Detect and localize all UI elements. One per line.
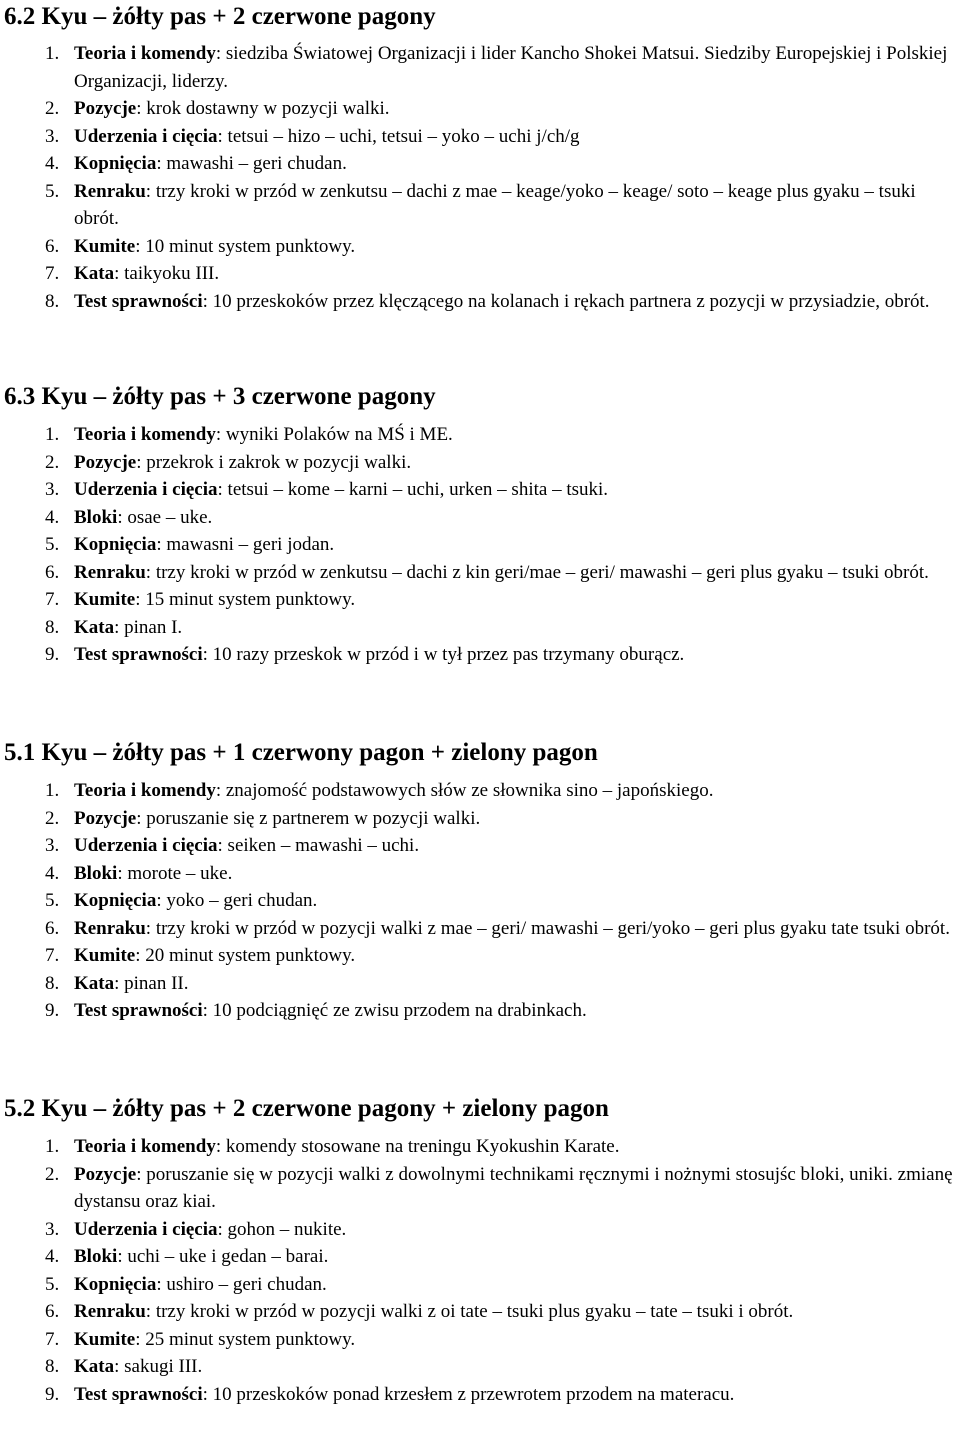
list-item	[4, 449, 956, 477]
item-number: 1.	[45, 424, 60, 445]
item-term: Test sprawności	[74, 290, 203, 312]
list-item	[4, 178, 956, 233]
item-term: Teoria i komendy	[74, 424, 216, 445]
item-text: : yoko – geri chudan.	[156, 890, 318, 911]
list-item	[4, 559, 956, 587]
item-text: : krok dostawny w pozycji walki.	[136, 98, 390, 119]
item-term: Teoria i komendy	[74, 43, 216, 64]
list-item	[4, 997, 956, 1025]
item-term: Pozycje	[74, 451, 137, 473]
item-text: : uchi – uke i gedan – barai.	[117, 1246, 329, 1267]
item-number: 1.	[45, 780, 60, 801]
list-item	[4, 1133, 956, 1161]
list-item	[4, 641, 956, 669]
list-item	[4, 123, 956, 151]
item-text: : trzy kroki w przód w pozycji walki z mae – geri/ mawashi – geri/yoko – geri plus gyaku tate tsuki obrót.	[145, 917, 950, 939]
list-item	[4, 1326, 956, 1354]
item-term: Uderzenia i cięcia	[74, 835, 218, 856]
section-heading: 5.1 Kyu – żółty pas + 1 czerwony pagon + zielony pagon	[4, 739, 598, 766]
list-item	[4, 860, 956, 888]
item-text: : mawasni – geri jodan.	[156, 534, 335, 555]
item-text: : 10 przeskoków przez klęczącego na kolanach i rękach partnera z pozycji w przysiadzie, obrót.	[202, 290, 930, 312]
item-term: Pozycje	[74, 1163, 137, 1185]
item-term: Kata	[74, 616, 115, 638]
item-number: 4.	[45, 862, 60, 884]
item-text: : znajomość podstawowych słów ze słownika sino – japońskiego.	[215, 780, 714, 801]
section-heading: 6.3 Kyu – żółty pas + 3 czerwone pagony	[4, 383, 436, 410]
list-item	[4, 233, 956, 261]
item-term: Uderzenia i cięcia	[74, 479, 218, 500]
item-text: : 15 minut system punktowy.	[135, 589, 356, 610]
item-term: Renraku	[74, 180, 146, 202]
item-text: : pinan II.	[114, 972, 189, 994]
item-number: 4.	[45, 506, 60, 528]
list-item	[4, 1381, 956, 1409]
item-term: Test sprawności	[74, 1000, 203, 1021]
item-text: : ushiro – geri chudan.	[156, 1273, 327, 1295]
list-item	[4, 1161, 956, 1216]
list-item	[4, 421, 956, 449]
requirements-list	[4, 777, 956, 1025]
list-item	[4, 832, 956, 860]
item-number: 9.	[45, 644, 60, 665]
item-number: 6.	[45, 235, 60, 257]
list-item	[4, 1271, 956, 1299]
item-number: 8.	[45, 1356, 60, 1377]
item-term: Renraku	[74, 917, 146, 939]
item-text: : przekrok i zakrok w pozycji walki.	[136, 451, 412, 473]
item-text: : sakugi III.	[114, 1356, 203, 1377]
item-text: : trzy kroki w przód w zenkutsu – dachi z mae – keage/yoko – keage/ soto – keage plus gyaku – tsuki obrót.	[74, 180, 916, 229]
item-text: : seiken – mawashi – uchi.	[217, 835, 420, 856]
section-6-3-kyu	[4, 380, 956, 669]
item-term: Kata	[74, 972, 115, 994]
list-item	[4, 504, 956, 532]
list-item	[4, 887, 956, 915]
requirements-list	[4, 1133, 956, 1408]
item-term: Teoria i komendy	[74, 780, 216, 801]
item-text: : osae – uke.	[117, 506, 213, 528]
item-number: 5.	[45, 890, 60, 911]
item-term: Bloki	[74, 862, 118, 884]
item-term: Uderzenia i cięcia	[74, 125, 218, 147]
requirements-list	[4, 421, 956, 669]
list-item	[4, 531, 956, 559]
item-number: 3.	[45, 479, 60, 500]
item-number: 9.	[45, 1000, 60, 1021]
item-number: 1.	[45, 1136, 60, 1157]
item-text: : 10 podciągnięć ze zwisu przodem na drabinkach.	[202, 1000, 587, 1021]
item-term: Kumite	[74, 235, 136, 257]
item-term: Test sprawności	[74, 1383, 203, 1405]
item-term: Pozycje	[74, 98, 137, 119]
item-number: 8.	[45, 972, 60, 994]
list-item	[4, 942, 956, 970]
item-number: 2.	[45, 807, 60, 829]
item-term: Renraku	[74, 561, 146, 583]
item-term: Uderzenia i cięcia	[74, 1218, 218, 1240]
item-number: 2.	[45, 451, 60, 473]
list-item	[4, 40, 956, 95]
item-number: 6.	[45, 561, 60, 583]
item-number: 3.	[45, 1218, 60, 1240]
item-term: Kumite	[74, 589, 136, 610]
item-text: : wyniki Polaków na MŚ i ME.	[215, 424, 453, 445]
section-6-2-kyu	[4, 0, 956, 315]
item-text: : trzy kroki w przód w zenkutsu – dachi z kin geri/mae – geri/ mawashi – geri plus gyaku – tsuki obrót.	[145, 561, 929, 583]
list-item	[4, 777, 956, 805]
item-term: Kata	[74, 1356, 115, 1377]
item-term: Renraku	[74, 1301, 146, 1322]
item-text: : 25 minut system punktowy.	[135, 1328, 356, 1350]
item-number: 6.	[45, 917, 60, 939]
item-number: 4.	[45, 1246, 60, 1267]
item-term: Kumite	[74, 1328, 136, 1350]
item-text: : gohon – nukite.	[217, 1218, 347, 1240]
item-number: 1.	[45, 43, 60, 64]
item-text: : siedziba Światowej Organizacji i lider Kancho Shokei Matsui. Siedziby Europejskiej i Polskiej Organizacji, liderzy.	[74, 43, 948, 92]
item-text: : tetsui – kome – karni – uchi, urken – shita – tsuki.	[217, 479, 609, 500]
item-text: : taikyoku III.	[114, 263, 220, 284]
item-text: : 20 minut system punktowy.	[135, 945, 356, 966]
item-term: Kopnięcia	[74, 1273, 157, 1295]
item-number: 9.	[45, 1383, 60, 1405]
item-number: 6.	[45, 1301, 60, 1322]
item-number: 7.	[45, 589, 60, 610]
section-5-2-kyu	[4, 1092, 956, 1408]
item-term: Kopnięcia	[74, 534, 157, 555]
item-text: : komendy stosowane na treningu Kyokushin Karate.	[215, 1136, 620, 1157]
item-text: : mawashi – geri chudan.	[156, 153, 347, 174]
list-item	[4, 150, 956, 178]
item-term: Kopnięcia	[74, 890, 157, 911]
list-item	[4, 614, 956, 642]
item-term: Bloki	[74, 1246, 118, 1267]
section-heading: 6.2 Kyu – żółty pas + 2 czerwone pagony	[4, 3, 436, 30]
section-heading: 5.2 Kyu – żółty pas + 2 czerwone pagony + zielony pagon	[4, 1095, 609, 1122]
item-number: 7.	[45, 945, 60, 966]
item-text: : tetsui – hizo – uchi, tetsui – yoko – uchi j/ch/g	[217, 125, 580, 147]
item-number: 8.	[45, 616, 60, 638]
item-text: : 10 przeskoków ponad krzesłem z przewrotem przodem na materacu.	[202, 1383, 735, 1405]
item-term: Kata	[74, 263, 115, 284]
item-number: 8.	[45, 290, 60, 312]
item-term: Kumite	[74, 945, 136, 966]
list-item	[4, 476, 956, 504]
item-text: : morote – uke.	[117, 862, 233, 884]
list-item	[4, 1353, 956, 1381]
list-item	[4, 1216, 956, 1244]
item-number: 7.	[45, 1328, 60, 1350]
item-text: : trzy kroki w przód w pozycji walki z oi tate – tsuki plus gyaku – tate – tsuki i obrót.	[145, 1301, 794, 1322]
list-item	[4, 288, 956, 316]
item-text: : poruszanie się z partnerem w pozycji walki.	[136, 807, 481, 829]
list-item	[4, 260, 956, 288]
item-text: : 10 razy przeskok w przód i w tył przez pas trzymany oburącz.	[202, 644, 685, 665]
item-term: Pozycje	[74, 807, 137, 829]
item-term: Bloki	[74, 506, 118, 528]
list-item	[4, 586, 956, 614]
list-item	[4, 805, 956, 833]
list-item	[4, 1298, 956, 1326]
item-number: 5.	[45, 180, 60, 202]
item-number: 5.	[45, 1273, 60, 1295]
item-number: 3.	[45, 835, 60, 856]
item-text: : pinan I.	[114, 616, 183, 638]
item-text: : poruszanie się w pozycji walki z dowolnymi technikami ręcznymi i nożnymi stosujśc bloki, uniki. zmianę dystansu oraz kiai.	[74, 1163, 953, 1212]
item-term: Teoria i komendy	[74, 1136, 216, 1157]
item-text: : 10 minut system punktowy.	[135, 235, 356, 257]
item-number: 5.	[45, 534, 60, 555]
section-5-1-kyu	[4, 736, 956, 1025]
item-number: 3.	[45, 125, 60, 147]
list-item	[4, 95, 956, 123]
list-item	[4, 915, 956, 943]
item-number: 4.	[45, 153, 60, 174]
item-number: 2.	[45, 98, 60, 119]
item-number: 2.	[45, 1163, 60, 1185]
item-term: Kopnięcia	[74, 153, 157, 174]
item-term: Test sprawności	[74, 644, 203, 665]
item-number: 7.	[45, 263, 60, 284]
list-item	[4, 1243, 956, 1271]
requirements-list	[4, 40, 956, 315]
list-item	[4, 970, 956, 998]
